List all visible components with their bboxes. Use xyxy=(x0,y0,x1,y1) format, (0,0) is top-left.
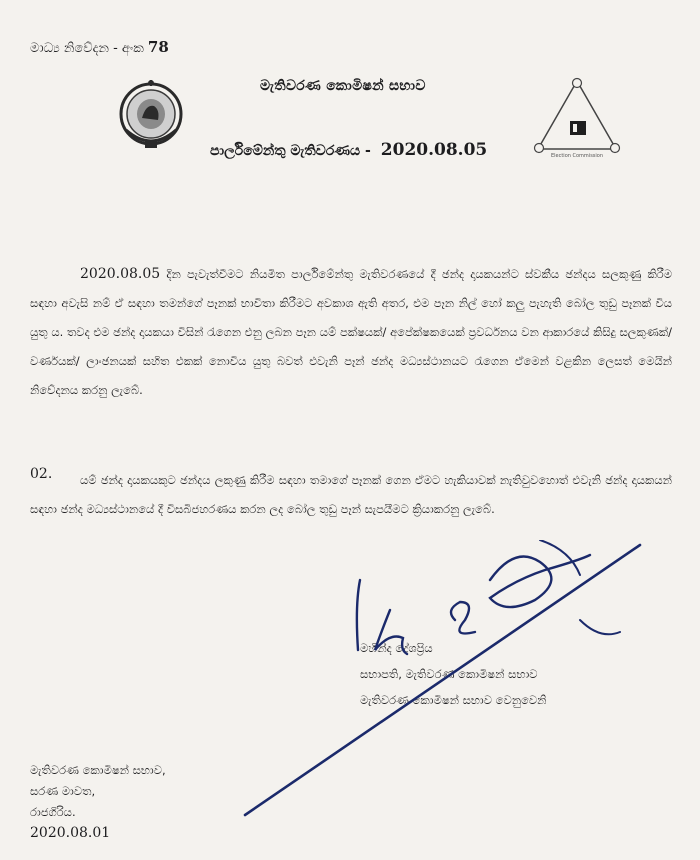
paragraph-1 xyxy=(30,260,672,405)
paragraph-1-date: 2020.08.05 xyxy=(80,266,161,282)
address-line-3: රාජගිරිය. xyxy=(30,805,76,819)
reference-number: 78 xyxy=(147,38,169,56)
signatory-on-behalf: මැතිවරණ කොමිෂන් සභාව වෙනුවෙනි xyxy=(360,693,547,707)
svg-text:Election Commission: Election Commission xyxy=(550,153,604,159)
paragraph-2: යම් ඡන්ද දායකයකුට ඡන්දය ලකුණු කිරීම සඳහා තමාගේ පෑනක් ගෙන ඒමට හැකියාවක් නැතිවුවහොත් එවැනි ඡන්ද දායකයන් සඳහා ඡන්ද මධ්‍යස්ථානයේ දී විසබිජහරණය කරන ලද බෝල තුඩු පෑන් සැපයීමට ක්‍රියාකරනු ලැබේ. xyxy=(30,473,672,516)
election-date: 2020.08.05 xyxy=(380,140,488,160)
address-block xyxy=(30,760,166,823)
signatory-title: සභාපති, මැතිවරණ කොමිෂන් සභාව xyxy=(360,667,538,681)
election-subtitle xyxy=(210,140,487,160)
reference-prefix: මාධ්‍ය නිවේදන - අංක xyxy=(30,41,144,56)
signatory-block xyxy=(360,635,547,713)
paragraph-2-number: 02. xyxy=(30,466,53,482)
subtitle-text: පාර්ලිමේන්තු මැතිවරණය - xyxy=(210,143,371,159)
address-line-2: සරණ මාවත, xyxy=(30,784,96,798)
commission-name: මැතිවරණ කොමිෂන් සභාව xyxy=(260,78,426,94)
signatory-name: මහින්ද දේශප්‍රිය xyxy=(360,641,433,655)
paragraph-1-text: දින පැවැත්වීමට නියමිත පාර්ලිමේන්තු මැතිවරණයේ දී ඡන්ද දායකයන්ට ස්වකීය ඡන්දය සලකුණු කිරීම සඳහා අවැසි නම් ඒ සඳහා තමන්ගේ පෑනක් භාවිතා කිරීමට අවකාශ ඇති අතර, එම පෑන නිල් හෝ කලු පැහැති බෝල තුඩු පෑනක් විය යුතු ය. තවද එම ඡන්ද දායකයා විසින් රැගෙන එනු ලබන පෑන යම් පක්ෂයක්/ අපේක්ෂකයෙක් ප්‍රවර්ධනය වන ආකාරයේ කිසිදු සලකුණක්/ වර්ණයක්/ ලාංඡනයක් සහිත එකක් නොවිය යුතු බවත් එවැනි පෑන් ඡන්ද මධ්‍යස්ථානයට රැගෙන ඒමෙන් වළකින ලෙසත් මෙයින් නිවේදනය කරනු ලැබේ. xyxy=(30,267,673,397)
commission-logo-icon xyxy=(532,75,622,160)
national-emblem-icon xyxy=(112,80,190,152)
issue-date: 2020.08.01 xyxy=(30,825,111,841)
address-line-1: මැතිවරණ කොමිෂන් සභාව, xyxy=(30,763,166,777)
reference-line xyxy=(30,38,169,56)
